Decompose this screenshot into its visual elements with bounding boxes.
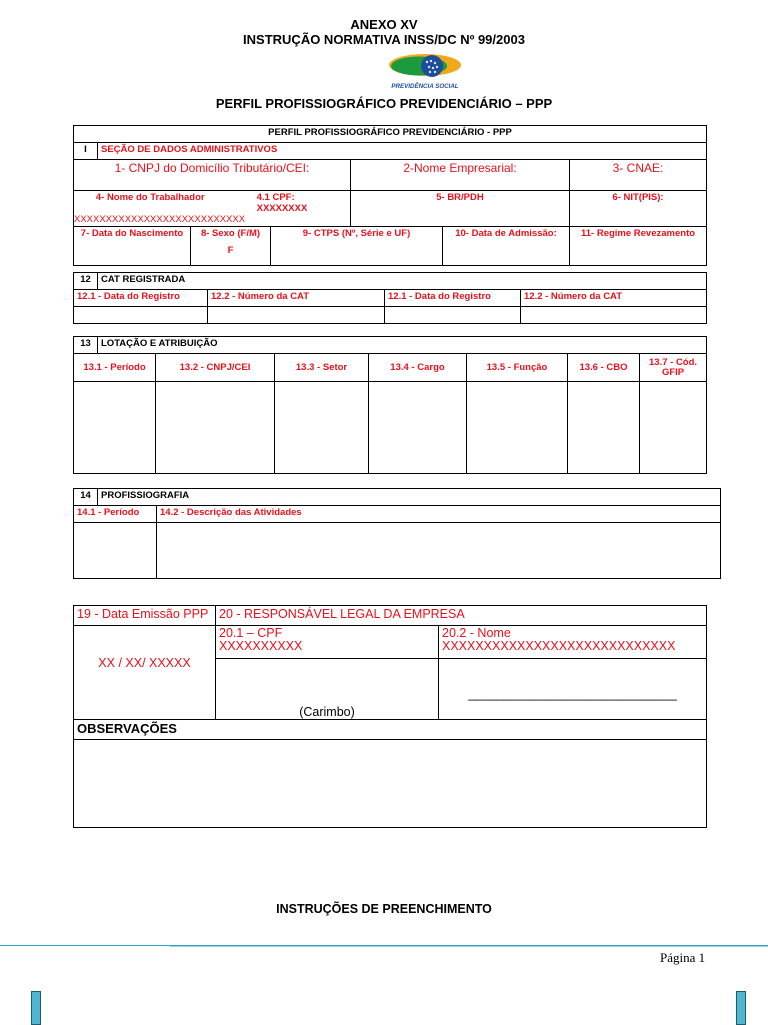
profissiografia-col-header: 14.2 - Descrição das Atividades	[157, 506, 721, 523]
shift-regime-field[interactable]: 11- Regime Revezamento	[570, 227, 707, 266]
lotacao-col-header: 13.7 - Cód. GFIP	[640, 354, 707, 382]
logo-text: PREVIDÊNCIA SOCIAL	[391, 83, 459, 90]
worker-name-label: 4- Nome do Trabalhador	[95, 192, 205, 203]
cat-cell[interactable]	[521, 307, 707, 324]
worker-name-field[interactable]	[74, 191, 351, 227]
profissiografia-cell[interactable]	[157, 523, 721, 579]
admission-date-field[interactable]: 10- Data de Admissão:	[443, 227, 570, 266]
cpf-label: 20.1 – CPF	[219, 626, 283, 640]
worker-name-value: XXXXXXXXXXXXXXXXXXXXXXXXXXX	[74, 214, 246, 225]
lotacao-cell[interactable]	[369, 382, 467, 474]
issue-date-value[interactable]: XX / XX/ XXXXX	[74, 626, 216, 720]
section-number: 12	[74, 273, 98, 290]
profissiografia-col-header: 14.1 - Período	[74, 506, 157, 523]
section-responsavel-table	[73, 605, 707, 828]
lotacao-cell[interactable]	[640, 382, 707, 474]
name-label: 20.2 - Nome	[442, 626, 511, 640]
nit-field[interactable]: 6- NIT(PIS):	[570, 191, 707, 227]
section-admin-table	[73, 125, 707, 266]
observations-label: OBSERVAÇÕES	[74, 720, 707, 740]
observations-field[interactable]	[74, 740, 707, 828]
instruction-title: INSTRUÇÃO NORMATIVA INSS/DC Nº 99/2003	[243, 32, 525, 47]
lotacao-col-header: 13.4 - Cargo	[369, 354, 467, 382]
section-heading: SEÇÃO DE DADOS ADMINISTRATIVOS	[98, 143, 707, 160]
section-number: 13	[74, 337, 98, 354]
sex-label: 8- Sexo (F/M)	[200, 228, 261, 239]
sex-value: F	[227, 245, 234, 256]
profissiografia-cell[interactable]	[74, 523, 157, 579]
br-pdh-field[interactable]: 5- BR/PDH	[351, 191, 570, 227]
lotacao-cell[interactable]	[275, 382, 369, 474]
cpf-value: XXXXXXXXXX	[219, 639, 303, 653]
cat-col-header: 12.1 - Data do Registro	[74, 290, 208, 307]
lotacao-col-header: 13.1 - Período	[74, 354, 156, 382]
sex-field[interactable]	[191, 227, 271, 266]
document-title: PERFIL PROFISSIOGRÁFICO PREVIDENCIÁRIO – PPP	[215, 96, 553, 111]
responsible-name-field[interactable]	[439, 626, 707, 659]
name-value: XXXXXXXXXXXXXXXXXXXXXXXXXXXX	[442, 639, 676, 653]
section-cat-table	[73, 272, 707, 324]
cat-cell[interactable]	[208, 307, 385, 324]
section-number: I	[74, 143, 98, 160]
cat-cell[interactable]	[385, 307, 521, 324]
cat-col-header: 12.2 - Número da CAT	[208, 290, 385, 307]
stamp-area[interactable]	[216, 659, 439, 720]
signature-line: ______________________________	[468, 687, 677, 701]
cnpj-field[interactable]: 1- CNPJ do Domicílio Tributário/CEI:	[74, 160, 351, 191]
lotacao-cell[interactable]	[156, 382, 275, 474]
footer-divider-light	[170, 946, 768, 947]
lotacao-cell[interactable]	[467, 382, 568, 474]
section-heading: PROFISSIOGRAFIA	[98, 489, 721, 506]
company-name-field[interactable]: 2-Nome Empresarial:	[351, 160, 570, 191]
lotacao-col-header: 13.6 - CBO	[568, 354, 640, 382]
annex-title: ANEXO XV	[350, 17, 418, 32]
legal-responsible-label: 20 - RESPONSÁVEL LEGAL DA EMPRESA	[216, 606, 707, 626]
cnae-field[interactable]: 3- CNAE:	[570, 160, 707, 191]
section-lotacao-table	[73, 336, 707, 474]
right-page-marker	[736, 991, 746, 1025]
instructions-title: INSTRUÇÕES DE PREENCHIMENTO	[276, 902, 492, 916]
cat-col-header: 12.2 - Número da CAT	[521, 290, 707, 307]
lotacao-col-header: 13.5 - Função	[467, 354, 568, 382]
lotacao-col-header: 13.2 - CNPJ/CEI	[156, 354, 275, 382]
section-number: 14	[74, 489, 98, 506]
cat-cell[interactable]	[74, 307, 208, 324]
cat-col-header: 12.1 - Data do Registro	[385, 290, 521, 307]
cpf-label: 4.1 CPF: XXXXXXXX	[256, 192, 308, 214]
issue-date-label: 19 - Data Emissão PPP	[74, 606, 216, 626]
lotacao-col-header: 13.3 - Setor	[275, 354, 369, 382]
stamp-label: (Carimbo)	[299, 705, 355, 719]
left-page-marker	[31, 991, 41, 1025]
section-profissiografia-table	[73, 488, 721, 579]
birth-date-field[interactable]: 7- Data do Nascimento	[74, 227, 191, 266]
section-heading: LOTAÇÃO E ATRIBUIÇÃO	[98, 337, 707, 354]
ctps-field[interactable]: 9- CTPS (Nº, Série e UF)	[271, 227, 443, 266]
lotacao-cell[interactable]	[74, 382, 156, 474]
previdencia-logo	[375, 51, 475, 93]
page-number: Página 1	[660, 950, 706, 965]
signature-area[interactable]	[439, 659, 707, 720]
responsible-cpf-field[interactable]	[216, 626, 439, 659]
ppp-table-title: PERFIL PROFISSIOGRÁFICO PREVIDENCIÁRIO - PPP	[74, 126, 707, 143]
lotacao-cell[interactable]	[568, 382, 640, 474]
section-heading: CAT REGISTRADA	[98, 273, 707, 290]
